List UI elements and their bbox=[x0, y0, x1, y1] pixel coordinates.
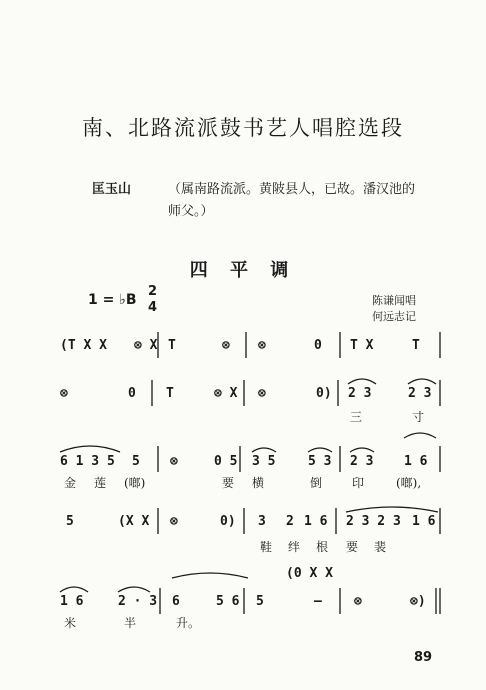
score-r3-c5: 3 5 bbox=[252, 454, 276, 469]
score-r4-c1: 5 bbox=[66, 514, 74, 529]
score-r1-c7: T X bbox=[350, 338, 374, 353]
score-r3-c6: 5 3 bbox=[308, 454, 332, 469]
score-r1-c6: 0 bbox=[314, 338, 322, 353]
lyric: 升。 bbox=[176, 616, 201, 630]
score-r1-c8: T bbox=[412, 338, 420, 353]
slur bbox=[60, 446, 120, 452]
singer-note-continued: 师父。） bbox=[168, 204, 214, 219]
score-r5-c8: ⊗) bbox=[410, 594, 426, 609]
score-r1-c1: (T X X bbox=[60, 338, 107, 353]
score-r3-c4: 0 5 bbox=[214, 454, 238, 469]
score-r4-c8: 2 3 2 3 bbox=[346, 514, 401, 529]
score-r3-c7: 2 3 bbox=[350, 454, 374, 469]
slur bbox=[172, 573, 248, 578]
singer-name: 匡玉山 bbox=[92, 182, 132, 197]
score-r5-c7: ⊗ bbox=[354, 594, 362, 609]
score-r5-c1: 1 6 bbox=[60, 594, 84, 609]
credit-singer: 陈谦闻唱 bbox=[372, 294, 416, 307]
score-r1-c2: ⊗ X bbox=[134, 338, 158, 353]
lyric: 鞋 bbox=[260, 540, 273, 554]
score-r5-c5: 5 bbox=[256, 594, 264, 609]
score-r4-c4: 0) bbox=[220, 514, 236, 529]
score-r1-c4: ⊗ bbox=[222, 338, 230, 353]
time-signature-bottom: 4 bbox=[148, 300, 158, 315]
score-r2-c6: 0) bbox=[316, 386, 332, 401]
lyric: 米 bbox=[64, 616, 77, 630]
lyric: 寸 bbox=[412, 410, 425, 424]
lyric: (啷) bbox=[124, 476, 146, 490]
lyric: 横 bbox=[252, 476, 265, 490]
lyric: 要 bbox=[222, 476, 235, 490]
lyric: (啷), bbox=[396, 476, 422, 490]
score-r2-c1: ⊗ bbox=[60, 386, 68, 401]
score-r1-c3: T bbox=[168, 338, 176, 353]
lyric: 三 bbox=[350, 410, 363, 424]
score-r4-c6: 2 bbox=[286, 514, 294, 529]
page-number: 89 bbox=[414, 650, 433, 665]
piece-title: 四 平 调 bbox=[189, 260, 297, 281]
score-r3-c2: 5 bbox=[132, 454, 140, 469]
score-r2-c8: 2 3 bbox=[408, 386, 432, 401]
page-title: 南、北路流派鼓书艺人唱腔选段 bbox=[82, 116, 404, 140]
slur bbox=[118, 587, 150, 592]
score-r5-c6: — bbox=[314, 594, 322, 609]
slur bbox=[252, 448, 276, 452]
score-r4-c7: 1 6 bbox=[304, 514, 328, 529]
lyric: 绊 bbox=[288, 540, 301, 554]
score-r2-c2: 0 bbox=[128, 386, 136, 401]
slur bbox=[348, 379, 376, 384]
lyric: 莲 bbox=[94, 476, 107, 490]
slur bbox=[350, 448, 374, 452]
score-r2-c4: ⊗ X bbox=[214, 386, 238, 401]
score-r2-c3: T bbox=[166, 386, 174, 401]
lyric: 要 bbox=[346, 540, 359, 554]
time-signature-top: 2 bbox=[148, 284, 158, 299]
score-r4-c9: 1 6 bbox=[412, 514, 436, 529]
lyric: 根 bbox=[316, 540, 329, 554]
score-r4-c5: 3 bbox=[258, 514, 266, 529]
slur bbox=[308, 448, 332, 452]
lyric: 裴 bbox=[374, 540, 387, 554]
score-r5-c2: 2 · 3 bbox=[118, 594, 158, 609]
score-r2-c5: ⊗ bbox=[258, 386, 266, 401]
lyric: 印 bbox=[352, 476, 365, 490]
key-signature: 1 = ♭B bbox=[88, 292, 137, 308]
credit-recorder: 何远志记 bbox=[372, 310, 416, 323]
score-r3-c8: 1 6 bbox=[404, 454, 428, 469]
singer-note: （属南路流派。黄陂县人，已故。潘汉池的 bbox=[168, 182, 416, 197]
lyric: 金 bbox=[64, 476, 77, 490]
score-r5-top: (0 X X bbox=[286, 566, 333, 581]
slur bbox=[404, 433, 436, 438]
score-r5-c4: 5 6 bbox=[216, 594, 240, 609]
slur bbox=[408, 379, 436, 384]
score-r3-c1: 6 1 3 5 bbox=[60, 454, 115, 469]
lyric: 倒 bbox=[310, 476, 323, 490]
score-r3-c3: ⊗ bbox=[170, 454, 178, 469]
score-r2-c7: 2 3 bbox=[348, 386, 372, 401]
lyric: 半 bbox=[124, 616, 137, 630]
slur bbox=[60, 587, 88, 592]
score-r1-c5: ⊗ bbox=[258, 338, 266, 353]
slur bbox=[346, 507, 438, 512]
score-r4-c3: ⊗ bbox=[170, 514, 178, 529]
score-r5-c3: 6 bbox=[172, 594, 180, 609]
score-r4-c2: (X X bbox=[118, 514, 150, 529]
